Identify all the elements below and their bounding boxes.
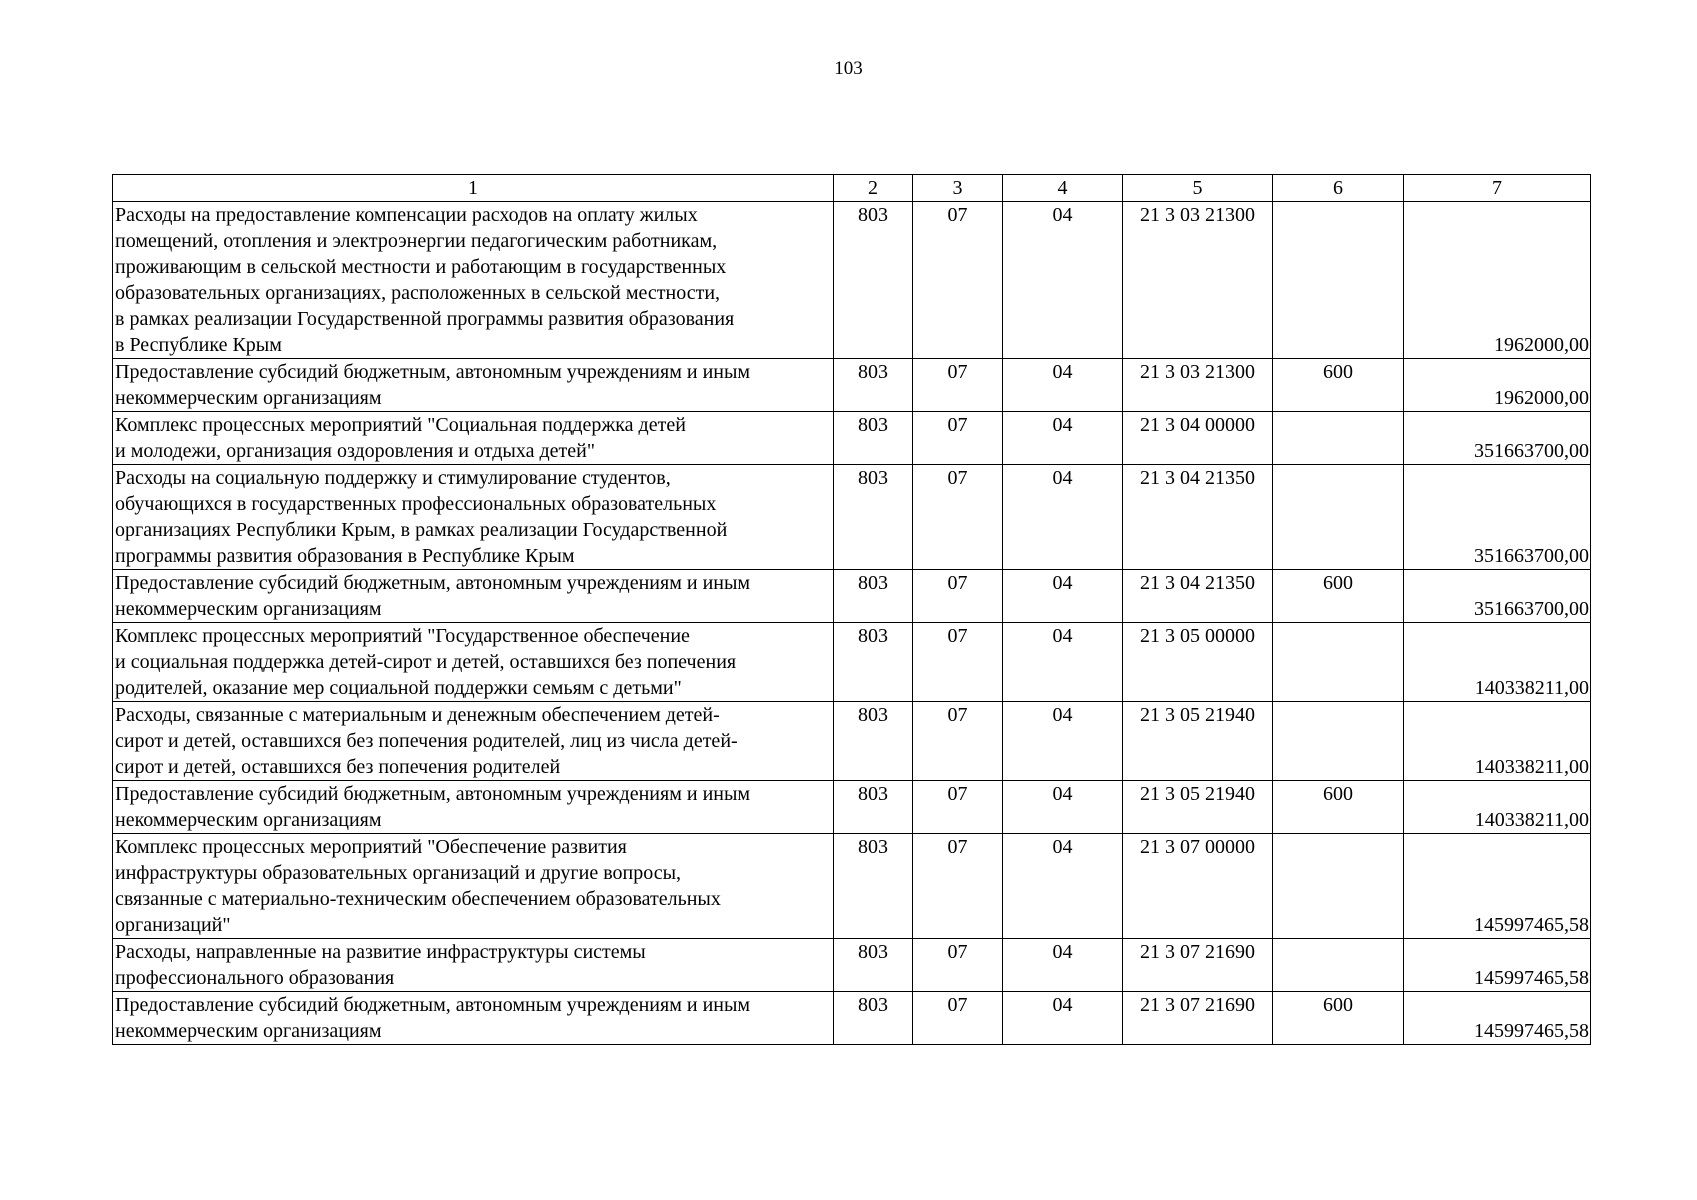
section-code: 07 (913, 834, 1003, 939)
description-line: сирот и детей, оставшихся без попечения родителей (115, 756, 561, 778)
amount: 140338211,00 (1404, 623, 1591, 702)
row-description (113, 412, 834, 465)
amount: 1962000,00 (1404, 359, 1591, 412)
header-cell: 6 (1273, 175, 1404, 202)
budget-table (112, 174, 1591, 1045)
amount: 140338211,00 (1404, 781, 1591, 834)
amount: 351663700,00 (1404, 570, 1591, 623)
expense-type-code: 600 (1273, 992, 1404, 1045)
header-cell: 7 (1404, 175, 1591, 202)
row-description (113, 570, 834, 623)
row-description (113, 834, 834, 939)
ministry-code: 803 (834, 359, 913, 412)
ministry-code: 803 (834, 992, 913, 1045)
section-code: 07 (913, 702, 1003, 781)
subsection-code: 04 (1003, 781, 1123, 834)
description-line: образовательных организациях, расположенных в сельской местности, (115, 282, 721, 304)
subsection-code: 04 (1003, 939, 1123, 992)
target-article-code: 21 3 07 21690 (1123, 939, 1273, 992)
table-row (113, 939, 1591, 992)
description-line: Предоставление субсидий бюджетным, автономным учреждениям и иным (115, 572, 751, 594)
description-line: профессионального образования (115, 967, 395, 989)
description-line: Расходы, связанные с материальным и денежным обеспечением детей- (115, 704, 720, 726)
table-row (113, 412, 1591, 465)
section-code: 07 (913, 781, 1003, 834)
section-code: 07 (913, 202, 1003, 359)
subsection-code: 04 (1003, 834, 1123, 939)
description-line: и молодежи, организация оздоровления и отдыха детей" (115, 440, 595, 462)
amount: 145997465,58 (1404, 992, 1591, 1045)
subsection-code: 04 (1003, 465, 1123, 570)
ministry-code: 803 (834, 202, 913, 359)
amount: 145997465,58 (1404, 834, 1591, 939)
description-line: обучающихся в государственных профессиональных образовательных (115, 493, 717, 515)
subsection-code: 04 (1003, 412, 1123, 465)
description-line: Расходы на социальную поддержку и стимулирование студентов, (115, 467, 671, 489)
table-row (113, 359, 1591, 412)
section-code: 07 (913, 939, 1003, 992)
row-description (113, 992, 834, 1045)
description-line: Расходы на предоставление компенсации расходов на оплату жилых (115, 204, 698, 226)
description-line: программы развития образования в Республике Крым (115, 545, 575, 567)
expense-type-code: 600 (1273, 781, 1404, 834)
subsection-code: 04 (1003, 570, 1123, 623)
target-article-code: 21 3 04 00000 (1123, 412, 1273, 465)
expense-type-code (1273, 702, 1404, 781)
description-line: некоммерческим организациям (115, 1020, 382, 1042)
target-article-code: 21 3 07 21690 (1123, 992, 1273, 1045)
description-line: Предоставление субсидий бюджетным, автономным учреждениям и иным (115, 361, 751, 383)
amount: 140338211,00 (1404, 702, 1591, 781)
description-line: и социальная поддержка детей-сирот и детей, оставшихся без попечения (115, 651, 737, 673)
target-article-code: 21 3 05 00000 (1123, 623, 1273, 702)
ministry-code: 803 (834, 465, 913, 570)
target-article-code: 21 3 05 21940 (1123, 702, 1273, 781)
table-row (113, 702, 1591, 781)
row-description (113, 702, 834, 781)
expense-type-code (1273, 202, 1404, 359)
target-article-code: 21 3 04 21350 (1123, 570, 1273, 623)
ministry-code: 803 (834, 834, 913, 939)
description-line: сирот и детей, оставшихся без попечения родителей, лиц из числа детей- (115, 730, 738, 752)
section-code: 07 (913, 359, 1003, 412)
description-line: Расходы, направленные на развитие инфраструктуры системы (115, 941, 646, 963)
section-code: 07 (913, 412, 1003, 465)
subsection-code: 04 (1003, 202, 1123, 359)
section-code: 07 (913, 992, 1003, 1045)
header-cell: 2 (834, 175, 913, 202)
table-row (113, 781, 1591, 834)
ministry-code: 803 (834, 702, 913, 781)
header-row (113, 175, 1591, 202)
description-line: связанные с материально-техническим обеспечением образовательных (115, 888, 721, 910)
table-row (113, 570, 1591, 623)
expense-type-code (1273, 939, 1404, 992)
description-line: Комплекс процессных мероприятий "Социальная поддержка детей (115, 414, 686, 436)
description-line: организациях Республики Крым, в рамках реализации Государственной (115, 519, 728, 541)
target-article-code: 21 3 03 21300 (1123, 359, 1273, 412)
subsection-code: 04 (1003, 992, 1123, 1045)
row-description (113, 939, 834, 992)
section-code: 07 (913, 465, 1003, 570)
header-cell: 1 (113, 175, 834, 202)
section-code: 07 (913, 570, 1003, 623)
subsection-code: 04 (1003, 623, 1123, 702)
expense-type-code (1273, 834, 1404, 939)
section-code: 07 (913, 623, 1003, 702)
table-row (113, 623, 1591, 702)
expense-type-code (1273, 412, 1404, 465)
page-number: 103 (834, 58, 863, 79)
ministry-code: 803 (834, 939, 913, 992)
description-line: организаций" (115, 914, 231, 936)
target-article-code: 21 3 07 00000 (1123, 834, 1273, 939)
row-description (113, 359, 834, 412)
row-description (113, 781, 834, 834)
row-description (113, 465, 834, 570)
description-line: родителей, оказание мер социальной поддержки семьям с детьми" (115, 677, 682, 699)
expense-type-code: 600 (1273, 359, 1404, 412)
target-article-code: 21 3 04 21350 (1123, 465, 1273, 570)
amount: 351663700,00 (1404, 465, 1591, 570)
description-line: Комплекс процессных мероприятий "Обеспечение развития (115, 836, 627, 858)
table-row (113, 834, 1591, 939)
description-line: в Республике Крым (115, 334, 282, 356)
description-line: некоммерческим организациям (115, 387, 382, 409)
description-line: в рамках реализации Государственной программы развития образования (115, 308, 735, 330)
table-row (113, 202, 1591, 359)
ministry-code: 803 (834, 412, 913, 465)
ministry-code: 803 (834, 623, 913, 702)
header-cell: 5 (1123, 175, 1273, 202)
description-line: Предоставление субсидий бюджетным, автономным учреждениям и иным (115, 994, 751, 1016)
table-row (113, 992, 1591, 1045)
expense-type-code (1273, 465, 1404, 570)
description-line: Предоставление субсидий бюджетным, автономным учреждениям и иным (115, 783, 751, 805)
description-line: некоммерческим организациям (115, 598, 382, 620)
header-cell: 4 (1003, 175, 1123, 202)
description-line: инфраструктуры образовательных организаций и другие вопросы, (115, 862, 682, 884)
amount: 145997465,58 (1404, 939, 1591, 992)
table-body (113, 202, 1591, 1045)
description-line: помещений, отопления и электроэнергии педагогическим работникам, (115, 230, 718, 252)
ministry-code: 803 (834, 781, 913, 834)
row-description (113, 623, 834, 702)
description-line: проживающим в сельской местности и работающим в государственных (115, 256, 727, 278)
ministry-code: 803 (834, 570, 913, 623)
target-article-code: 21 3 03 21300 (1123, 202, 1273, 359)
row-description (113, 202, 834, 359)
amount: 351663700,00 (1404, 412, 1591, 465)
subsection-code: 04 (1003, 359, 1123, 412)
header-cell: 3 (913, 175, 1003, 202)
description-line: Комплекс процессных мероприятий "Государственное обеспечение (115, 625, 690, 647)
table-row (113, 465, 1591, 570)
expense-type-code (1273, 623, 1404, 702)
description-line: некоммерческим организациям (115, 809, 382, 831)
subsection-code: 04 (1003, 702, 1123, 781)
expense-type-code: 600 (1273, 570, 1404, 623)
target-article-code: 21 3 05 21940 (1123, 781, 1273, 834)
amount: 1962000,00 (1404, 202, 1591, 359)
